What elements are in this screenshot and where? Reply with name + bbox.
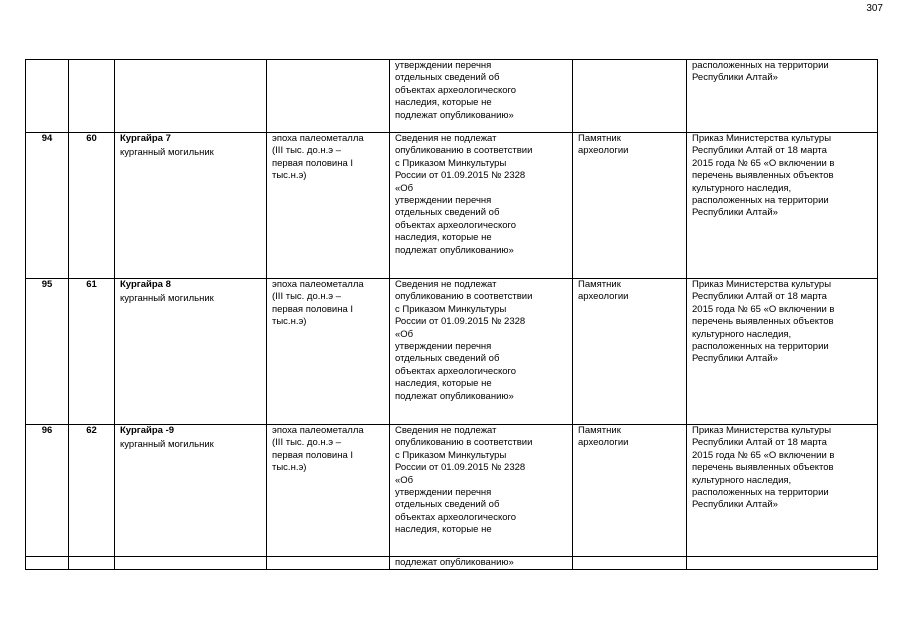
cell-info: Сведения не подлежат опубликованию в соответствии с Приказом Минкультуры России от 01.09.2015 № 2328 «Об утверждении перечня отдельных сведений об объектах археологического наследия, которые не подлежат опубликованию» [390, 133, 573, 279]
cell-category [573, 557, 687, 570]
cell-info: Сведения не подлежат опубликованию в соответствии с Приказом Минкультуры России от 01.09.2015 № 2328 «Об утверждении перечня отдельных сведений об объектах археологического наследия, которые не [390, 425, 573, 557]
cell-category: Памятник археологии [573, 425, 687, 557]
cell-epoch [267, 557, 390, 570]
cell-category: Памятник археологии [573, 133, 687, 279]
cell-epoch: эпоха палеометалла (III тыс. до.н.э – первая половина I тыс.н.э) [267, 279, 390, 425]
cell-doc: Приказ Министерства культуры Республики Алтай от 18 марта 2015 года № 65 «О включении в перечень выявленных объектов культурного наследия, расположенных на территории Республики Алтай» [687, 133, 878, 279]
site-name: Кургайра 7 [120, 133, 171, 144]
cell-name [115, 60, 267, 133]
cell-info: подлежат опубликованию» [390, 557, 573, 570]
cell-info: Сведения не подлежат опубликованию в соответствии с Приказом Минкультуры России от 01.09.2015 № 2328 «Об утверждении перечня отдельных сведений об объектах археологического наследия, которые не подлежат опубликованию» [390, 279, 573, 425]
table-row [26, 279, 878, 425]
cell-info: утверждении перечня отдельных сведений об объектах археологического наследия, которые не подлежат опубликованию» [390, 60, 573, 133]
site-name: Кургайра 8 [120, 279, 171, 290]
site-type: курганный могильник [120, 293, 214, 305]
cell-name [115, 279, 267, 425]
cell-name [115, 425, 267, 557]
cell-epoch: эпоха палеометалла (III тыс. до.н.э – первая половина I тыс.н.э) [267, 133, 390, 279]
site-type: курганный могильник [120, 439, 214, 451]
table-row [26, 133, 878, 279]
table-row [26, 425, 878, 557]
cell-name [115, 557, 267, 570]
heritage-registry-table [25, 59, 878, 570]
cell-num [26, 60, 69, 133]
row-subnumber: 61 [69, 279, 115, 425]
cell-sub [69, 60, 115, 133]
cell-doc [687, 557, 878, 570]
cell-epoch: эпоха палеометалла (III тыс. до.н.э – первая половина I тыс.н.э) [267, 425, 390, 557]
cell-category: Памятник археологии [573, 279, 687, 425]
table-row-continuation [26, 60, 878, 133]
site-name: Кургайра -9 [120, 425, 175, 436]
cell-doc: Приказ Министерства культуры Республики Алтай от 18 марта 2015 года № 65 «О включении в перечень выявленных объектов культурного наследия, расположенных на территории Республики Алтай» [687, 425, 878, 557]
cell-sub [69, 557, 115, 570]
row-subnumber: 62 [69, 425, 115, 557]
row-subnumber: 60 [69, 133, 115, 279]
cell-num [26, 557, 69, 570]
cell-category [573, 60, 687, 133]
cell-epoch [267, 60, 390, 133]
row-number: 95 [26, 279, 69, 425]
cell-doc: Приказ Министерства культуры Республики Алтай от 18 марта 2015 года № 65 «О включении в перечень выявленных объектов культурного наследия, расположенных на территории Республики Алтай» [687, 279, 878, 425]
page-number: 307 [866, 3, 883, 14]
cell-name [115, 133, 267, 279]
row-number: 96 [26, 425, 69, 557]
table-row-tail [26, 557, 878, 570]
site-type: курганный могильник [120, 147, 214, 159]
cell-doc: расположенных на территории Республики Алтай» [687, 60, 878, 133]
row-number: 94 [26, 133, 69, 279]
